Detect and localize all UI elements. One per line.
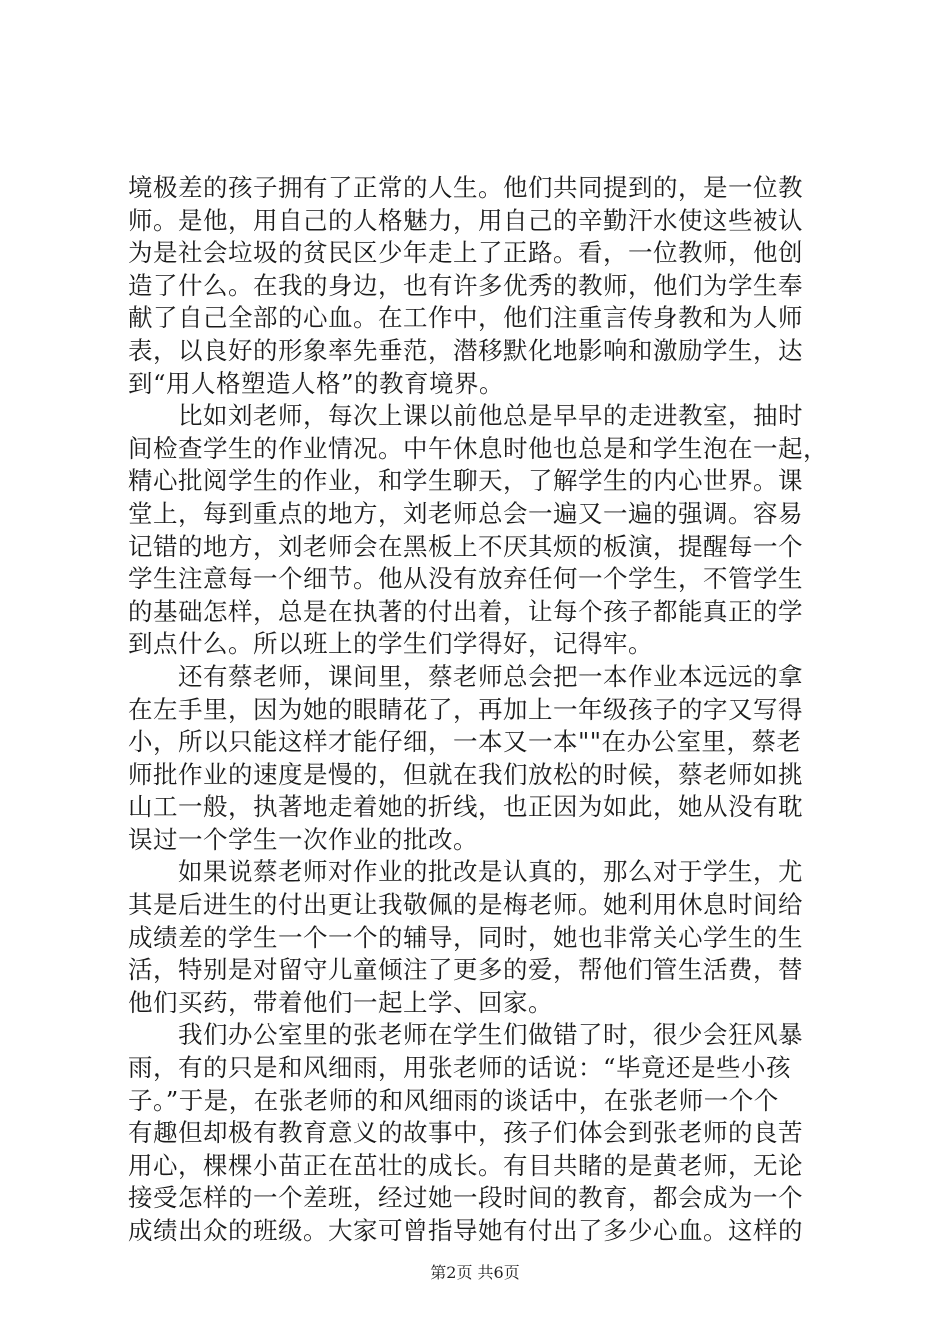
page-number-footer: 第2页 共6页 bbox=[430, 1263, 520, 1282]
text-line: 到点什么。所以班上的学生们学得好，记得牢。 bbox=[128, 629, 653, 659]
text-line: 境极差的孩子拥有了正常的人生。他们共同提到的，是一位教 bbox=[128, 173, 803, 202]
text-line: 的基础怎样，总是在执著的付出着，让每个孩子都能真正的学 bbox=[128, 596, 803, 626]
text-line: 在左手里，因为她的眼睛花了，再加上一年级孩子的字又写得 bbox=[128, 694, 803, 724]
text-line: 雨，有的只是和风细雨，用张老师的话说：“毕竟还是些小孩 bbox=[128, 1053, 792, 1083]
text-line: 还有蔡老师，课间里，蔡老师总会把一本作业本远远的拿 bbox=[128, 661, 803, 691]
text-line: 学生注意每一个细节。他从没有放弃任何一个学生，不管学生 bbox=[128, 564, 803, 594]
text-line: 为是社会垃圾的贫民区少年走上了正路。看，一位教师，他创 bbox=[128, 238, 803, 268]
text-line: 比如刘老师，每次上课以前他总是早早的走进教室，抽时 bbox=[128, 401, 803, 431]
text-line: 到“用人格塑造人格”的教育境界。 bbox=[128, 368, 505, 398]
text-line: 小，所以只能这样才能仔细，一本又一本""在办公室里，蔡老 bbox=[128, 727, 802, 757]
text-line: 表，以良好的形象率先垂范，潜移默化地影响和激励学生，达 bbox=[128, 335, 803, 365]
text-line: 接受怎样的一个差班，经过她一段时间的教育，都会成为一个 bbox=[128, 1183, 803, 1213]
text-line: 献了自己全部的心血。在工作中，他们注重言传身教和为人师 bbox=[128, 303, 803, 333]
text-line: 我们办公室里的张老师在学生们做错了时，很少会狂风暴 bbox=[128, 1020, 803, 1050]
text-line: 有趣但却极有教育意义的故事中，孩子们体会到张老师的良苦 bbox=[128, 1118, 803, 1148]
text-line: 造了什么。在我的身边，也有许多优秀的教师，他们为学生奉 bbox=[128, 270, 803, 300]
text-line: 如果说蔡老师对作业的批改是认真的，那么对于学生，尤 bbox=[128, 857, 803, 887]
text-line: 师。是他，用自己的人格魅力，用自己的辛勤汗水使这些被认 bbox=[128, 205, 803, 235]
text-line: 用心，棵棵小苗正在茁壮的成长。有目共睹的是黄老师，无论 bbox=[128, 1150, 803, 1180]
text-line: 子。”于是，在张老师的和风细雨的谈话中，在张老师一个个 bbox=[128, 1085, 779, 1115]
document-body bbox=[128, 172, 828, 1248]
text-line: 师批作业的速度是慢的，但就在我们放松的时候，蔡老师如挑 bbox=[128, 759, 803, 789]
text-line: 活，特别是对留守儿童倾注了更多的爱，帮他们管生活费，替 bbox=[128, 955, 803, 985]
text-line: 记错的地方，刘老师会在黑板上不厌其烦的板演，提醒每一个 bbox=[128, 531, 803, 561]
text-line: 堂上，每到重点的地方，刘老师总会一遍又一遍的强调。容易 bbox=[128, 498, 803, 528]
text-line: 间检查学生的作业情况。中午休息时他也总是和学生泡在一起， bbox=[128, 433, 828, 463]
text-line: 成绩出众的班级。大家可曾指导她有付出了多少心血。这样的 bbox=[128, 1216, 803, 1245]
text-line: 成绩差的学生一个一个的辅导，同时，她也非常关心学生的生 bbox=[128, 922, 803, 952]
text-line: 山工一般，执著地走着她的折线，也正因为如此，她从没有耽 bbox=[128, 792, 803, 822]
text-line: 误过一个学生一次作业的批改。 bbox=[128, 824, 478, 854]
text-line: 精心批阅学生的作业，和学生聊天，了解学生的内心世界。课 bbox=[128, 466, 803, 496]
text-line: 他们买药，带着他们一起上学、回家。 bbox=[128, 987, 553, 1017]
text-line: 其是后进生的付出更让我敬佩的是梅老师。她利用休息时间给 bbox=[128, 890, 803, 920]
